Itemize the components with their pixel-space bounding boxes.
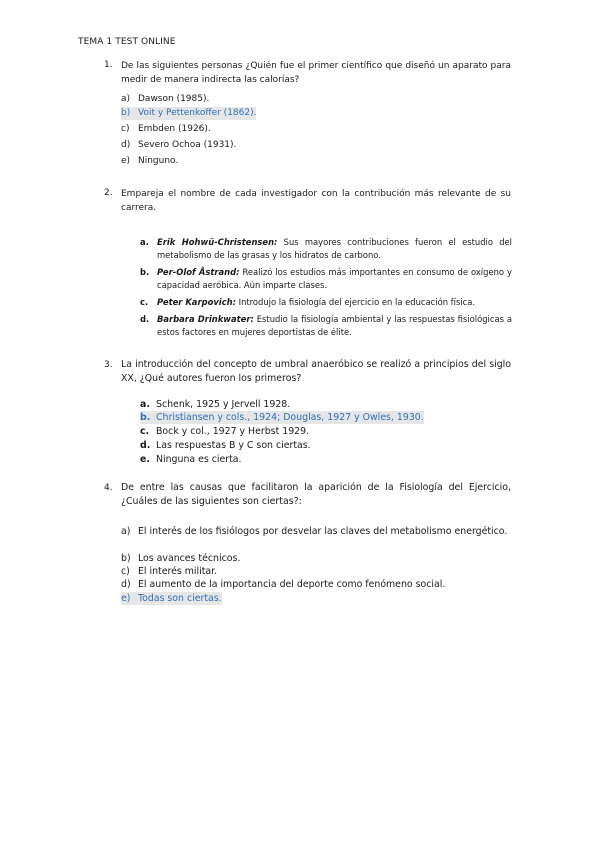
investigator-item (140, 313, 512, 338)
option-text: Embden (1926). (138, 124, 211, 134)
question-text: La introducción del concepto de umbral anaeróbico se realizó a principios del siglo XX, ¿Qué autores fueron los primeros? (121, 359, 511, 384)
investigator-contribution: Sus mayores contribuciones fueron el estudio del metabolismo de las grasas y los hidratos de carbono. (157, 237, 512, 260)
answer-option[interactable] (121, 526, 511, 539)
option-text: Bock y col., 1927 y Herbst 1929. (156, 426, 310, 437)
answer-option[interactable] (121, 552, 240, 565)
option-label: d. (140, 440, 151, 451)
answer-option-highlighted[interactable] (121, 592, 222, 605)
investigator-name: Erik Hohwü-Christensen: (157, 237, 278, 247)
option-text: Los avances técnicos. (138, 553, 241, 564)
option-label: c. (140, 426, 150, 437)
option-text: Ninguno. (138, 156, 179, 166)
answer-option[interactable] (140, 439, 311, 452)
investigator-item (140, 236, 512, 261)
question-number: 3. (104, 360, 113, 370)
option-text: Schenk, 1925 y Jervell 1928. (156, 399, 291, 410)
answer-option[interactable] (140, 398, 290, 411)
investigator-name: Per-Olof Åstrand: (157, 267, 240, 277)
option-label: e) (121, 156, 131, 166)
option-label: e. (140, 454, 150, 465)
option-label: a) (121, 94, 131, 104)
investigator-item (140, 266, 512, 291)
option-label: c) (121, 124, 130, 134)
investigator-contribution: Estudio la fisiología ambiental y las respuestas fisiológicas a estos factores en mujeres deportistas de élite. (157, 314, 513, 337)
option-text: Las respuestas B y C son ciertas. (156, 440, 311, 451)
answer-option[interactable] (121, 123, 211, 136)
investigator-contribution: Realizó los estudios más importantes en consumo de oxígeno y capacidad aeróbica. Aún imparte clases. (157, 267, 513, 290)
option-label: d) (121, 579, 131, 590)
answer-option[interactable] (121, 139, 236, 152)
question-number: 1. (104, 60, 113, 70)
option-text: Todas son ciertas. (138, 593, 222, 604)
option-label: a) (121, 526, 131, 537)
option-text: Severo Ochoa (1931). (138, 140, 237, 150)
question-text: Empareja el nombre de cada investigador con la contribución más relevante de su carrera. (121, 189, 511, 213)
option-label: e) (121, 593, 131, 604)
option-text: Ninguna es cierta. (156, 454, 242, 465)
item-label: d. (140, 314, 150, 324)
answer-option[interactable] (121, 155, 178, 168)
option-label: b) (121, 108, 131, 118)
option-text: El interés de los fisiólogos por desvelar las claves del metabolismo energético. (138, 526, 508, 537)
answer-option-highlighted[interactable] (140, 411, 424, 424)
option-text: El interés militar. (138, 566, 218, 577)
option-text: Dawson (1985). (138, 94, 210, 104)
question-number: 4. (104, 483, 113, 493)
answer-option[interactable] (140, 453, 242, 466)
investigator-name: Peter Karpovich: (157, 297, 236, 307)
option-text: Christiansen y cols., 1924; Douglas, 1927 y Owles, 1930. (156, 412, 424, 423)
question-text: De entre las causas que facilitaron la aparición de la Fisiología del Ejercicio, ¿Cuáles de las siguientes son ciertas?: (121, 482, 511, 507)
option-label: b) (121, 553, 131, 564)
option-text: El aumento de la importancia del deporte como fenómeno social. (138, 579, 446, 590)
option-label: a. (140, 399, 150, 410)
investigator-item (140, 296, 512, 309)
answer-option-highlighted[interactable] (121, 107, 256, 120)
answer-option[interactable] (140, 425, 309, 438)
investigator-name: Barbara Drinkwater: (157, 314, 254, 324)
option-label: b. (140, 412, 151, 423)
question-text: De las siguientes personas ¿Quién fue el primer científico que diseñó un aparato para medir de manera indirecta las calorías? (121, 61, 511, 85)
item-label: b. (140, 267, 150, 277)
item-label: a. (140, 237, 149, 247)
answer-option[interactable] (121, 93, 209, 106)
question-number: 2. (104, 188, 113, 198)
option-label: d) (121, 140, 131, 150)
option-label: c) (121, 566, 130, 577)
option-text: Voit y Pettenkoffer (1862). (138, 108, 257, 118)
answer-option[interactable] (121, 565, 217, 578)
answer-option[interactable] (121, 578, 445, 591)
item-label: c. (140, 297, 149, 307)
document-title: TEMA 1 TEST ONLINE (78, 37, 176, 47)
investigator-contribution: Introdujo la fisiología del ejercicio en la educación física. (235, 297, 476, 307)
